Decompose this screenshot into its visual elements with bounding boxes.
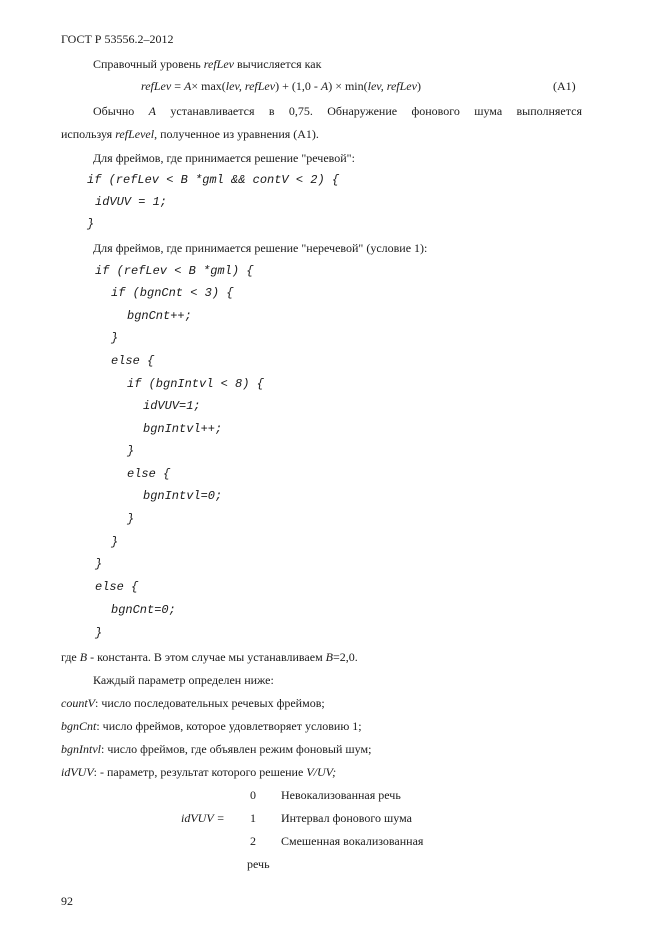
code-line: } — [127, 512, 135, 526]
vuv-table-label: idVUV = — [181, 811, 225, 825]
param-desc: : число фреймов, которое удовлетворяет условию 1; — [96, 719, 362, 733]
code-line: bgnIntvl++; — [143, 422, 223, 436]
intro-var-reflev: refLev — [203, 57, 235, 71]
code-line: } — [95, 557, 103, 571]
vuv-text-wrap: речь — [247, 857, 270, 871]
code-line: bgnIntvl=0; — [143, 489, 223, 503]
param-name: bgnIntvl — [61, 742, 101, 756]
formula-a-2: A — [320, 79, 329, 93]
param-definition — [61, 719, 362, 733]
param-definition — [61, 765, 336, 779]
document-header: ГОСТ Р 53556.2–2012 — [61, 32, 174, 46]
vuv-text: Интервал фонового шума — [281, 811, 412, 825]
where-text-a: где — [61, 650, 80, 664]
code-line: } — [111, 331, 119, 345]
code-line: else { — [95, 580, 139, 594]
where-var-b2: B — [325, 650, 333, 664]
param-desc: : - параметр, результат которого решение — [93, 765, 307, 779]
intro-text-a: Справочный уровень — [93, 57, 204, 71]
formula-a1 — [141, 79, 421, 93]
code-line: } — [127, 444, 135, 458]
para2-var-reflevel: refLevel — [115, 127, 155, 141]
para2-text-a: Обычно — [93, 104, 149, 118]
formula-max: × max( — [191, 79, 226, 93]
formula-min: ) × min( — [328, 79, 368, 93]
formula-a-1: A — [184, 79, 192, 93]
formula-close: ) — [416, 79, 421, 93]
code-line: else { — [111, 354, 155, 368]
param-desc-tail: V/UV; — [306, 765, 337, 779]
code-line: } — [95, 626, 103, 640]
para2-text-c: используя — [61, 127, 116, 141]
constant-explanation — [61, 650, 358, 664]
param-name: countV — [61, 696, 95, 710]
code-line: bgnCnt++; — [127, 309, 192, 323]
page-number: 92 — [61, 894, 73, 908]
code-line: else { — [127, 467, 171, 481]
param-name: bgnCnt — [61, 719, 97, 733]
paragraph-threshold-line2 — [61, 127, 319, 141]
code-line: if (bgnCnt < 3) { — [111, 286, 234, 300]
vuv-code: 2 — [250, 834, 256, 848]
speech-frames-intro: Для фреймов, где принимается решение "речевой": — [93, 151, 355, 165]
code-line: idVUV=1; — [143, 399, 201, 413]
param-desc: : число фреймов, где объявлен режим фоновый шум; — [101, 742, 372, 756]
para2-text-d: , полученное из уравнения (A1). — [154, 127, 319, 141]
code-line: if (bgnIntvl < 8) { — [127, 377, 264, 391]
code-line: bgnCnt=0; — [111, 603, 176, 617]
para2-var-a: А — [148, 104, 157, 118]
where-text-c: =2,0. — [333, 650, 358, 664]
param-name: idVUV — [61, 765, 94, 779]
formula-lhs: refLev — [141, 79, 172, 93]
formula-args-1: lev, refLev — [225, 79, 276, 93]
param-definition — [61, 696, 325, 710]
vuv-text: Невокализованная речь — [281, 788, 401, 802]
params-intro: Каждый параметр определен ниже: — [93, 673, 274, 687]
formula-mid: ) + (1,0 - — [275, 79, 321, 93]
formula-number: (A1) — [553, 79, 576, 93]
code-line: if (refLev < B *gml) { — [95, 264, 254, 278]
vuv-code: 0 — [250, 788, 256, 802]
code-line: } — [87, 217, 95, 231]
nonspeech-frames-intro: Для фреймов, где принимается решение "неречевой" (условие 1): — [93, 241, 428, 255]
formula-eq: = — [171, 79, 184, 93]
formula-args-2: lev, refLev — [367, 79, 417, 93]
where-text-b: - константа. В этом случае мы устанавливаем — [87, 650, 326, 664]
intro-paragraph — [93, 57, 321, 71]
code-line: idVUV = 1; — [95, 195, 168, 209]
vuv-text: Смешенная вокализованная — [281, 834, 424, 848]
param-desc: : число последовательных речевых фреймов; — [95, 696, 325, 710]
para2-text-b: устанавливается в 0,75. Обнаружение фонового шума выполняется — [156, 104, 582, 118]
param-definition — [61, 742, 371, 756]
vuv-code: 1 — [250, 811, 256, 825]
code-line: if (refLev < B *gml && contV < 2) { — [87, 173, 340, 187]
where-var-b: B — [79, 650, 88, 664]
code-line: } — [111, 535, 119, 549]
paragraph-threshold-line1 — [61, 104, 582, 118]
intro-text-c: вычисляется как — [234, 57, 322, 71]
